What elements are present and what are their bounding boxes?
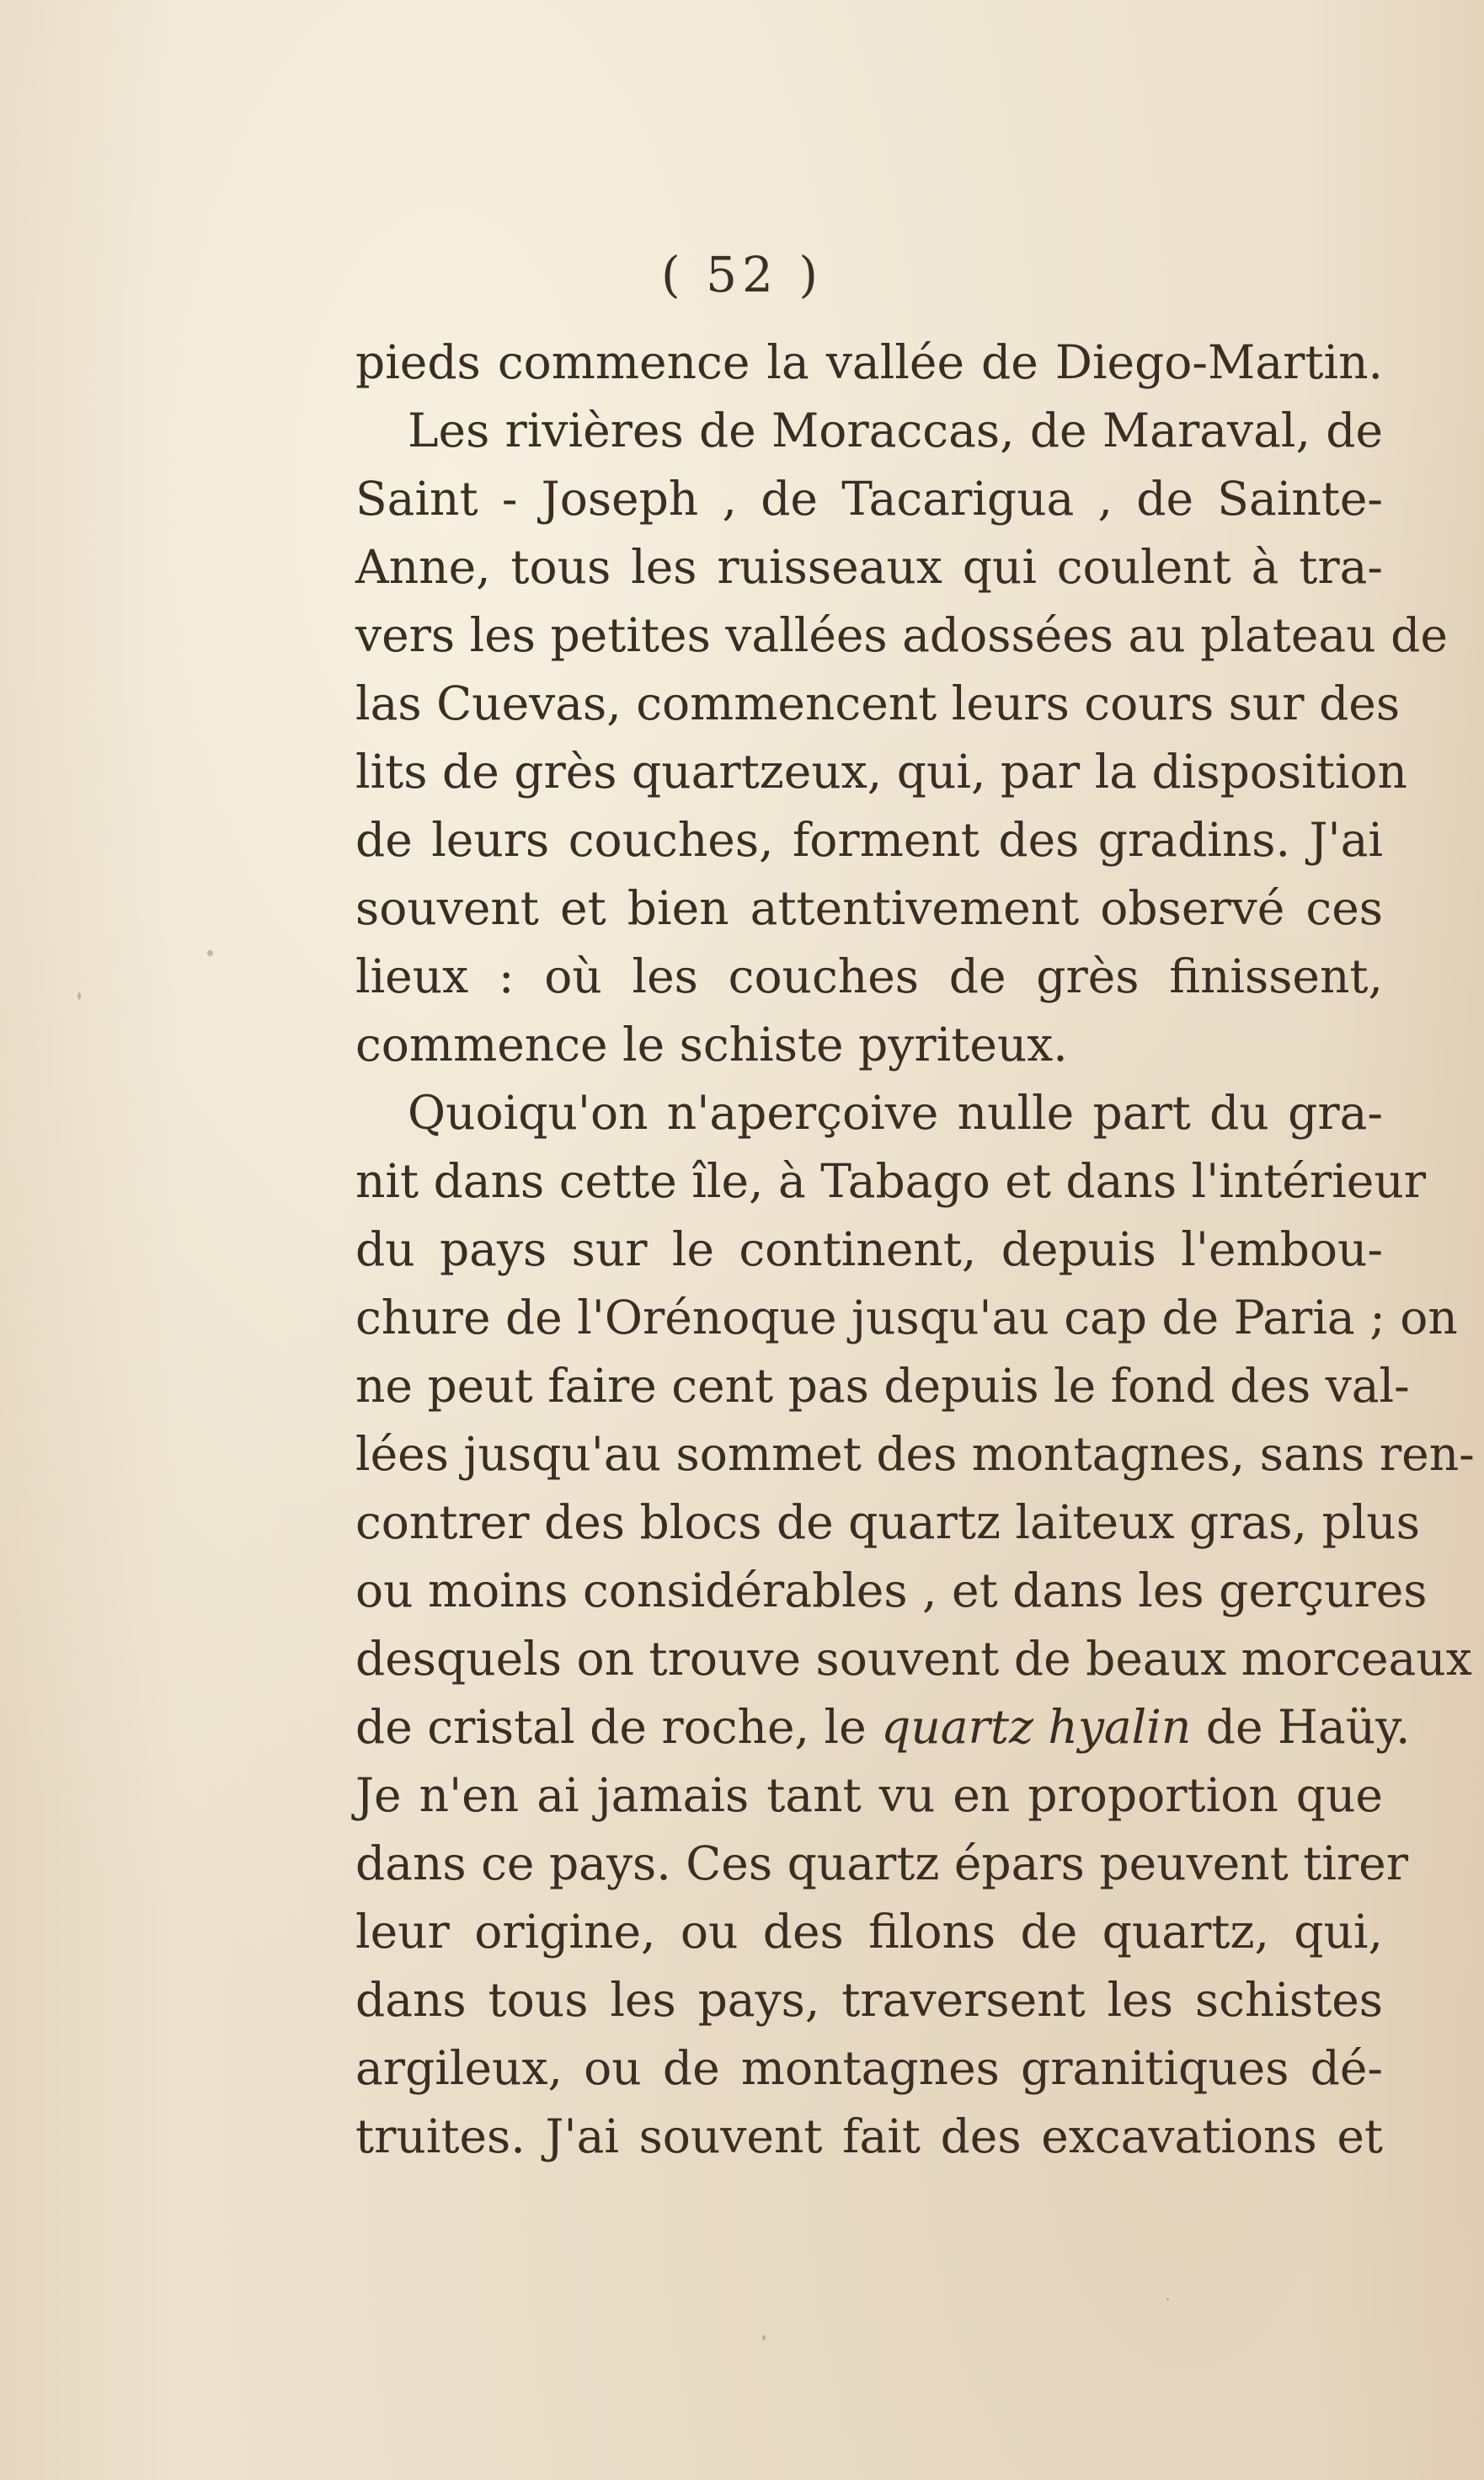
text-line: ou moins considérables , et dans les gerçures	[355, 1563, 1428, 1617]
text-line: de leurs couches, forment des gradins. J'ai	[355, 813, 1383, 867]
text-line: dans ce pays. Ces quartz épars peuvent tirer	[355, 1836, 1409, 1890]
paper-speck	[207, 950, 213, 956]
text-line: chure de l'Orénoque jusqu'au cap de Paria ; on	[355, 1291, 1458, 1344]
text-line: Anne, tous les ruisseaux qui coulent à tra-	[355, 540, 1383, 594]
text-line: Quoiqu'on n'aperçoive nulle part du gra-	[408, 1086, 1383, 1140]
text-line: dans tous les pays, traversent les schistes	[355, 1973, 1383, 2027]
text-line: argileux, ou de montagnes granitiques dé-	[355, 2041, 1383, 2095]
page-number: ( 52 )	[661, 246, 823, 303]
italic-term: quartz hyalin	[881, 1700, 1192, 1754]
text-line: souvent et bien attentivement observé ces	[355, 881, 1383, 935]
text-line: du pays sur le continent, depuis l'embou-	[355, 1222, 1383, 1276]
text-line: leur origine, ou des filons de quartz, qui,	[355, 1905, 1383, 1959]
paper-speck	[77, 992, 81, 1000]
text-line: lieux : où les couches de grès finissent,	[355, 949, 1383, 1003]
text-line: desquels on trouve souvent de beaux morceaux	[355, 1632, 1472, 1686]
text-line: contrer des blocs de quartz laiteux gras, plus	[355, 1495, 1420, 1549]
text-line: truites. J'ai souvent fait des excavations et	[355, 2109, 1383, 2163]
text-line: lées jusqu'au sommet des montagnes, sans ren-	[355, 1427, 1475, 1481]
text-line: nit dans cette île, à Tabago et dans l'intérieur	[355, 1154, 1427, 1208]
text-line: las Cuevas, commencent leurs cours sur des	[355, 676, 1401, 730]
text-line: ne peut faire cent pas depuis le fond des val-	[355, 1359, 1410, 1413]
text-line: lits de grès quartzeux, qui, par la disposition	[355, 745, 1407, 799]
text-line: Je n'en ai jamais tant vu en proportion que	[355, 1768, 1383, 1822]
body-text	[355, 329, 1475, 2171]
paper-speck	[1166, 2298, 1169, 2301]
text-segment: de Haüy.	[1191, 1700, 1411, 1754]
text-line: Saint - Joseph , de Tacarigua , de Sainte-	[355, 472, 1383, 526]
text-segment: de cristal de roche, le	[355, 1700, 882, 1754]
text-line: vers les petites vallées adossées au plateau de	[355, 608, 1448, 662]
text-line: Les rivières de Moraccas, de Maraval, de	[408, 404, 1383, 457]
text-line-mixed	[355, 1693, 1411, 1761]
paper-speck	[762, 2335, 766, 2340]
text-line: commence le schiste pyriteux.	[355, 1018, 1068, 1072]
text-line: pieds commence la vallée de Diego-Martin.	[355, 335, 1383, 389]
